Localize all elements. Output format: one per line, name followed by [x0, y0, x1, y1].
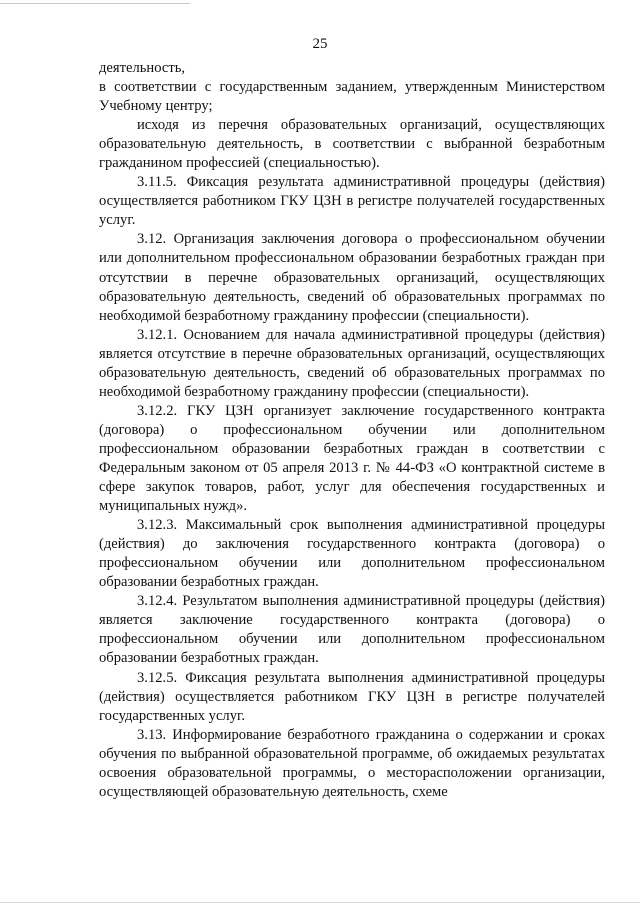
scan-top-edge-line [0, 3, 190, 4]
page-number: 25 [312, 36, 328, 52]
paragraph-activity-continuation: деятельность, [99, 60, 186, 76]
paragraph-3-12-3: 3.12.3. Максимальный срок выполнения административной процедуры (действия) до заключения государственного контракта (договора) о профессиональном обучении или дополнительном профессиональном образовании безработных граждан. [99, 517, 605, 591]
paragraph-3-12-5: 3.12.5. Фиксация результата выполнения административной процедуры (действия) осуществляется работником ГКУ ЦЗН в регистре получателей государственных услуг. [99, 669, 605, 724]
paragraph-3-12-4: 3.12.4. Результатом выполнения административной процедуры (действия) является заключение государственного контракта (договора) о профессиональном обучении или дополнительном профессиональном образовании безработных граждан. [99, 593, 605, 667]
paragraph-3-13: 3.13. Информирование безработного гражданина о содержании и сроках обучения по выбранной образовательной программе, об ожидаемых результатах освоения образовательной программы, о месторасположении организации, осуществляющей образовательную деятельность, схеме [99, 726, 605, 800]
paragraph-3-12: 3.12. Организация заключения договора о профессиональном обучении или дополнительном профессиональном образовании безработных граждан при отсутствии в перечне образовательных организаций, осуществляющих образовательную деятельность, сведений об образовательных программах по необходимой безработному гражданину профессии (специальности). [99, 231, 605, 324]
scan-bottom-edge-line [0, 902, 640, 903]
paragraph-3-11-5: 3.11.5. Фиксация результата административной процедуры (действия) осуществляется работником ГКУ ЦЗН в регистре получателей государственных услуг. [99, 174, 605, 229]
paragraph-3-12-1: 3.12.1. Основанием для начала административной процедуры (действия) является отсутствие в перечне образовательных организаций, осуществляющих образовательную деятельность, сведений об образовательных программах по необходимой безработному гражданину профессии (специальности). [99, 326, 605, 400]
paragraph-state-assignment: в соответствии с государственным заданием, утвержденным Министерством Учебному центру; [99, 79, 605, 115]
paragraph-3-12-2: 3.12.2. ГКУ ЦЗН организует заключение государственного контракта (договора) о профессиональном обучении или дополнительном профессиональном образовании безработных граждан в соответствии с Федеральным законом от 05 апреля 2013 г. № 44-ФЗ «О контрактной системе в сфере закупок товаров, работ, услуг для обеспечения государственных и муниципальных нужд». [99, 402, 605, 515]
document-body [99, 59, 605, 802]
paragraph-list-of-organizations: исходя из перечня образовательных организаций, осуществляющих образовательную деятельность, в соответствии с выбранной безработным гражданином профессией (специальностью). [99, 117, 605, 172]
